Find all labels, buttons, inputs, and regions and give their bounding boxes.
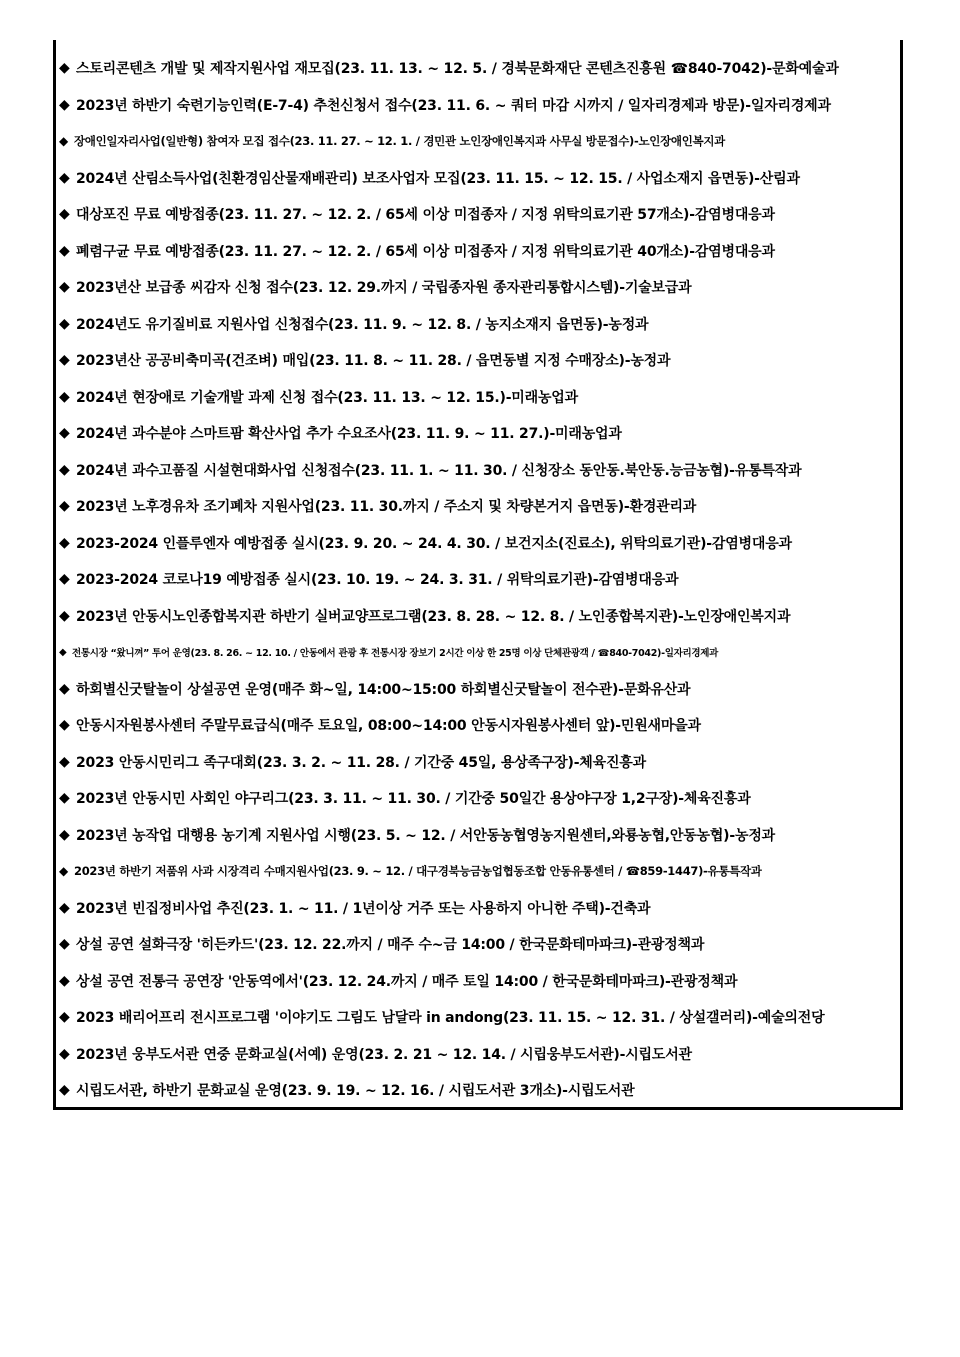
diamond-bullet-icon: ◆ <box>59 315 70 332</box>
list-item <box>59 671 901 708</box>
item-text: 2023년 웅부도서관 연중 문화교실(서예) 운영(23. 2. 21 ~ 12. 14. / 시립웅부도서관)-시립도서관 <box>76 1046 692 1063</box>
list-item <box>59 707 901 744</box>
diamond-bullet-icon: ◆ <box>59 899 70 916</box>
list-item <box>59 379 901 416</box>
list-item <box>59 196 901 233</box>
item-text: 2023년 빈집정비사업 추진(23. 1. ~ 11. / 1년이상 거주 또는 사용하지 아니한 주택)-건축과 <box>76 900 651 917</box>
list-item <box>59 452 901 489</box>
diamond-bullet-icon: ◆ <box>59 60 70 77</box>
item-text: 2023년 안동시노인종합복지관 하반기 실버교양프로그램(23. 8. 28. ~ 12. 8. / 노인종합복지관)-노인장애인복지과 <box>76 608 791 625</box>
diamond-bullet-icon: ◆ <box>59 826 70 843</box>
list-item <box>59 269 901 306</box>
item-text: 2024년 현장애로 기술개발 과제 신청 접수(23. 11. 13. ~ 12. 15.)-미래농업과 <box>76 389 578 406</box>
diamond-bullet-icon: ◆ <box>59 242 70 259</box>
diamond-bullet-icon: ◆ <box>59 534 70 551</box>
item-text: 2023년 하반기 숙련기능인력(E-7-4) 추천신청서 접수(23. 11. 6. ~ 쿼터 마감 시까지 / 일자리경제과 방문)-일자리경제과 <box>76 97 831 114</box>
diamond-bullet-icon: ◆ <box>59 134 68 149</box>
list-item <box>59 999 901 1036</box>
list-item <box>59 342 901 379</box>
diamond-bullet-icon: ◆ <box>59 790 70 807</box>
list-item <box>59 160 901 197</box>
item-text: 대상포진 무료 예방접종(23. 11. 27. ~ 12. 2. / 65세 이상 미접종자 / 지정 위탁의료기관 57개소)-감염병대응과 <box>76 207 775 224</box>
item-text: 2023년 농작업 대행용 농기계 지원사업 시행(23. 5. ~ 12. / 서안동농협영농지원센터,와룡농협,안동농협)-농정과 <box>76 827 775 844</box>
list-item <box>59 853 901 890</box>
item-text: 2024년 과수고품질 시설현대화사업 신청접수(23. 11. 1. ~ 11. 30. / 신청장소 동안동.북안동.능금농협)-유통특작과 <box>76 462 802 479</box>
list-item <box>59 415 901 452</box>
diamond-bullet-icon: ◆ <box>59 498 70 515</box>
list-item <box>59 634 901 671</box>
item-text: 상설 공연 전통극 공연장 '안동역에서'(23. 12. 24.까지 / 매주 토일 14:00 / 한국문화테마파크)-관광정책과 <box>76 973 738 990</box>
diamond-bullet-icon: ◆ <box>59 571 70 588</box>
list-item <box>59 50 901 87</box>
item-text: 2023년 하반기 저품위 사과 시장격리 수매지원사업(23. 9. ~ 12. / 대구경북능금농업협동조합 안동유통센터 / ☎859-1447)-유통특작과 <box>74 864 762 879</box>
diamond-bullet-icon: ◆ <box>59 169 70 186</box>
item-text: 2023년 안동시민 사회인 야구리그(23. 3. 11. ~ 11. 30. / 기간중 50일간 용상야구장 1,2구장)-체육진흥과 <box>76 791 751 808</box>
diamond-bullet-icon: ◆ <box>59 425 70 442</box>
diamond-bullet-icon: ◆ <box>59 96 70 113</box>
item-text: 2024년도 유기질비료 지원사업 신청접수(23. 11. 9. ~ 12. 8. / 농지소재지 읍면동)-농정과 <box>76 316 649 333</box>
list-item <box>59 780 901 817</box>
list-item <box>59 233 901 270</box>
diamond-bullet-icon: ◆ <box>59 864 68 879</box>
diamond-bullet-icon: ◆ <box>59 461 70 478</box>
item-text: 하회별신굿탈놀이 상설공연 운영(매주 화~일, 14:00~15:00 하회별신굿탈놀이 전수관)-문화유산과 <box>76 681 691 698</box>
diamond-bullet-icon: ◆ <box>59 1009 70 1026</box>
item-text: 안동시자원봉사센터 주말무료급식(매주 토요일, 08:00~14:00 안동시자원봉사센터 앞)-민원새마을과 <box>76 718 701 735</box>
diamond-bullet-icon: ◆ <box>59 936 70 953</box>
list-item <box>59 561 901 598</box>
notice-list <box>59 50 901 1109</box>
list-item <box>59 598 901 635</box>
list-item <box>59 1072 901 1109</box>
diamond-bullet-icon: ◆ <box>59 1082 70 1099</box>
list-item <box>59 963 901 1000</box>
diamond-bullet-icon: ◆ <box>59 206 70 223</box>
diamond-bullet-icon: ◆ <box>59 607 70 624</box>
diamond-bullet-icon: ◆ <box>59 972 70 989</box>
list-item <box>59 817 901 854</box>
list-item <box>59 744 901 781</box>
item-text: 2023-2024 인플루엔자 예방접종 실시(23. 9. 20. ~ 24. 4. 30. / 보건지소(진료소), 위탁의료기관)-감염병대응과 <box>76 535 792 552</box>
diamond-bullet-icon: ◆ <box>59 279 70 296</box>
item-text: 2023-2024 코로나19 예방접종 실시(23. 10. 19. ~ 24. 3. 31. / 위탁의료기관)-감염병대응과 <box>76 572 679 589</box>
item-text: 2023 배리어프리 전시프로그램 '이야기도 그림도 남달라 in andong(23. 11. 15. ~ 12. 31. / 상설갤러리)-예술의전당 <box>76 1010 825 1027</box>
list-item <box>59 87 901 124</box>
diamond-bullet-icon: ◆ <box>59 646 67 658</box>
item-text: 2023년산 공공비축미곡(건조벼) 매입(23. 11. 8. ~ 11. 28. / 읍면동별 지정 수매장소)-농정과 <box>76 353 671 370</box>
diamond-bullet-icon: ◆ <box>59 680 70 697</box>
diamond-bullet-icon: ◆ <box>59 1045 70 1062</box>
list-item <box>59 306 901 343</box>
item-text: 2024년 산림소득사업(친환경임산물재배관리) 보조사업자 모집(23. 11. 15. ~ 12. 15. / 사업소재지 읍면동)-산림과 <box>76 170 800 187</box>
diamond-bullet-icon: ◆ <box>59 352 70 369</box>
list-item <box>59 890 901 927</box>
item-text: 전통시장 “왔니껴” 투어 운영(23. 8. 26. ~ 12. 10. / 안동에서 관광 후 전통시장 장보기 2시간 이상 한 25명 이상 단체관광객 / ☎840-7042)-일자리경제과 <box>72 648 718 660</box>
item-text: 2023 안동시민리그 족구대회(23. 3. 2. ~ 11. 28. / 기간중 45일, 용상족구장)-체육진흥과 <box>76 754 646 771</box>
list-item <box>59 123 901 160</box>
list-item <box>59 525 901 562</box>
diamond-bullet-icon: ◆ <box>59 753 70 770</box>
item-text: 스토리콘텐츠 개발 및 제작지원사업 재모집(23. 11. 13. ~ 12. 5. / 경북문화재단 콘텐츠진흥원 ☎840-7042)-문화예술과 <box>76 61 839 78</box>
list-item <box>59 488 901 525</box>
diamond-bullet-icon: ◆ <box>59 717 70 734</box>
item-text: 2024년 과수분야 스마트팜 확산사업 추가 수요조사(23. 11. 9. ~ 11. 27.)-미래농업과 <box>76 426 622 443</box>
item-text: 시립도서관, 하반기 문화교실 운영(23. 9. 19. ~ 12. 16. / 시립도서관 3개소)-시립도서관 <box>76 1083 635 1100</box>
notice-box <box>53 40 903 1110</box>
diamond-bullet-icon: ◆ <box>59 388 70 405</box>
item-text: 상설 공연 설화극장 '히든카드'(23. 12. 22.까지 / 매주 수~금 14:00 / 한국문화테마파크)-관광정책과 <box>76 937 705 954</box>
list-item <box>59 926 901 963</box>
item-text: 장애인일자리사업(일반형) 참여자 모집 접수(23. 11. 27. ~ 12. 1. / 경민관 노인장애인복지과 사무실 방문접수)-노인장애인복지과 <box>74 134 725 149</box>
list-item <box>59 1036 901 1073</box>
item-text: 폐렴구균 무료 예방접종(23. 11. 27. ~ 12. 2. / 65세 이상 미접종자 / 지정 위탁의료기관 40개소)-감염병대응과 <box>76 243 775 260</box>
item-text: 2023년 노후경유차 조기폐차 지원사업(23. 11. 30.까지 / 주소지 및 차량본거지 읍면동)-환경관리과 <box>76 499 697 516</box>
item-text: 2023년산 보급종 씨감자 신청 접수(23. 12. 29.까지 / 국립종자원 종자관리통합시스템)-기술보급과 <box>76 280 692 297</box>
